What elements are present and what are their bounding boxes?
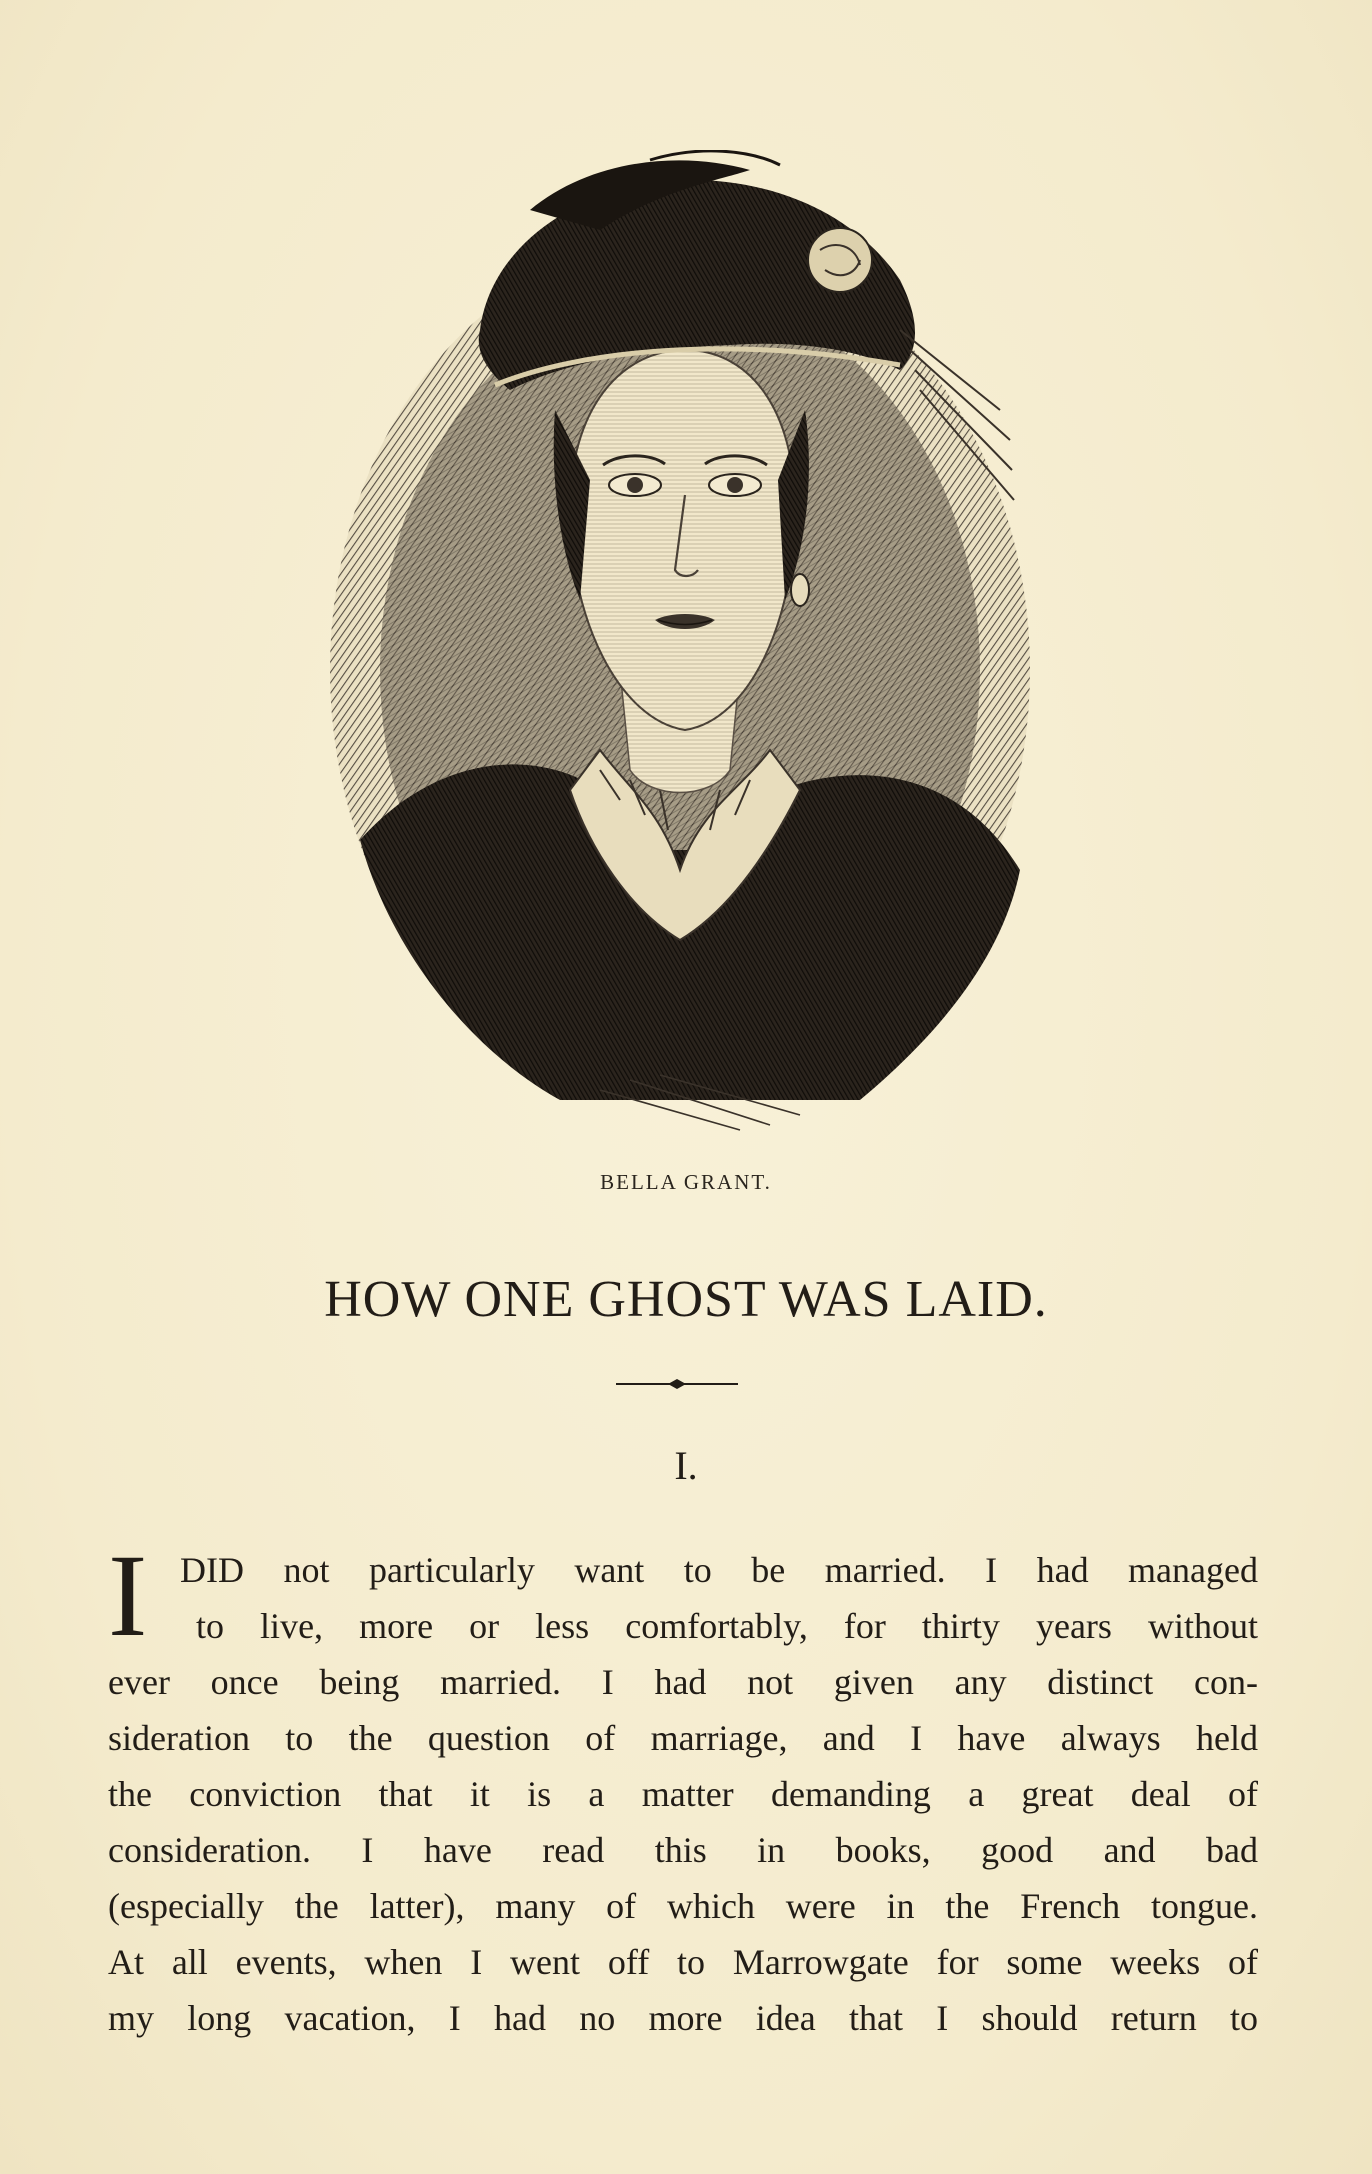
chapter-title: HOW ONE GHOST WAS LAID.: [324, 1271, 1048, 1328]
illustration-caption: BELLA GRANT.: [600, 1170, 772, 1194]
text-line: sideration to the question of marriage, and I have always held: [108, 1718, 1258, 1758]
text-line: to live, more or less comfortably, for thirty years without: [196, 1606, 1258, 1646]
text-line: the conviction that it is a matter demanding a great deal of: [108, 1774, 1258, 1814]
text-line: DID not particularly want to be married. I had managed: [180, 1550, 1258, 1590]
text-line: (especially the latter), many of which were in the French tongue.: [108, 1886, 1258, 1926]
text-line: my long vacation, I had no more idea that I should return to: [108, 1998, 1258, 2038]
text-line: ever once being married. I had not given any distinct con-: [108, 1662, 1258, 1702]
drop-cap: I: [108, 1530, 148, 1661]
section-number: I.: [674, 1443, 698, 1488]
text-line: consideration. I have read this in books, good and bad: [108, 1830, 1258, 1870]
divider-ornament: [616, 1376, 738, 1392]
text-line: At all events, when I went off to Marrowgate for some weeks of: [108, 1942, 1258, 1982]
portrait-engraving: [300, 150, 1060, 1140]
